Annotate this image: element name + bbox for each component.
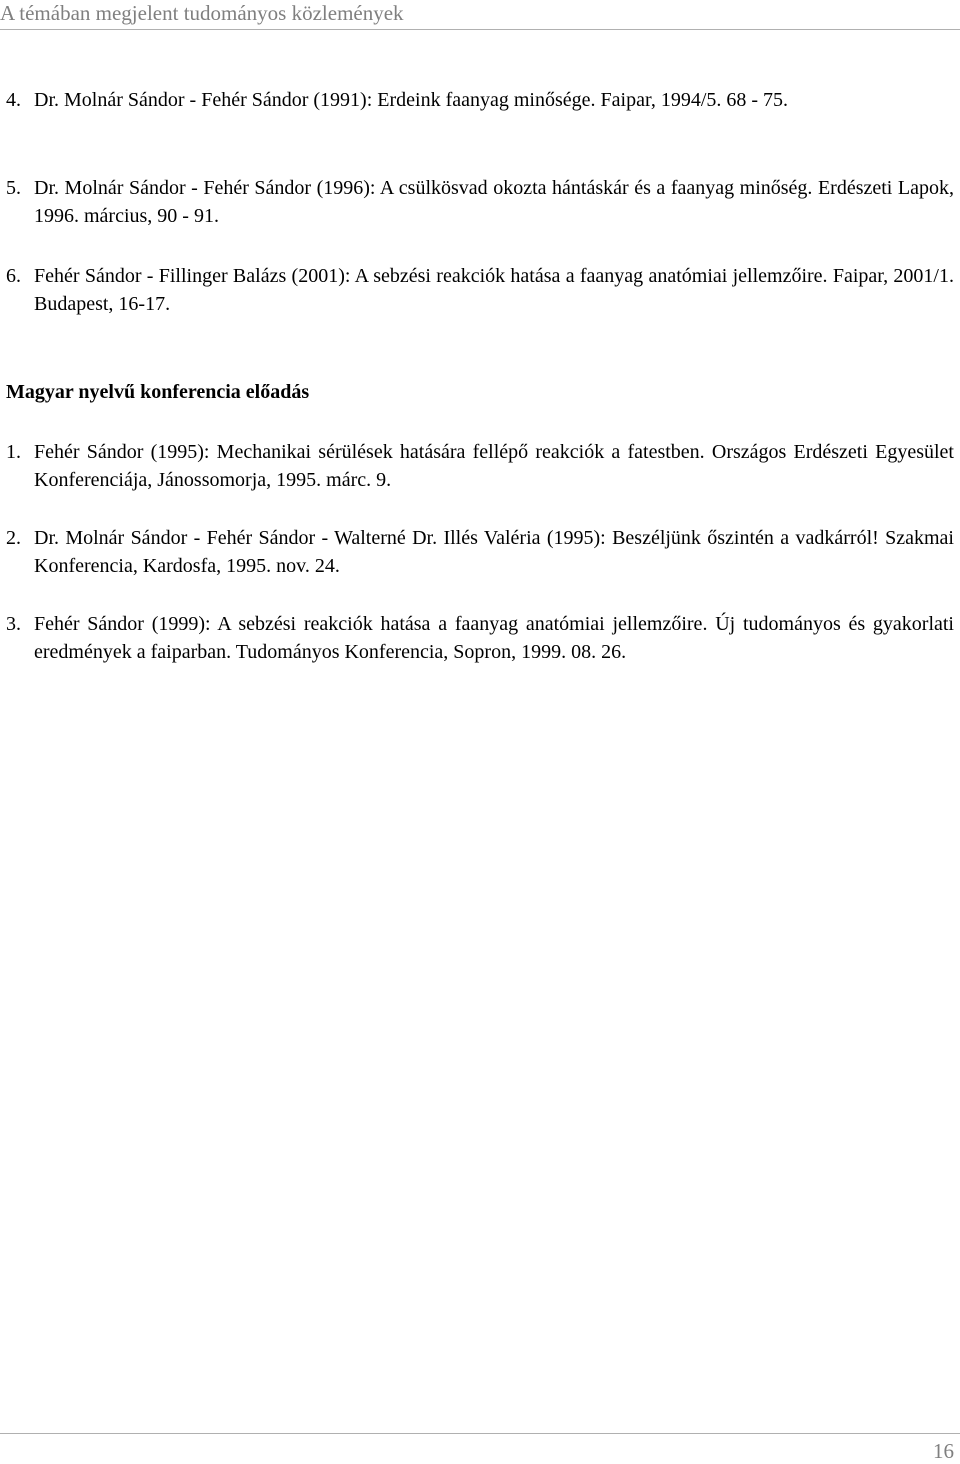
reference-item [6, 438, 954, 494]
reference-item [6, 262, 954, 318]
reference-number: 2. [6, 527, 21, 549]
reference-item [6, 174, 954, 230]
header-divider [0, 29, 960, 30]
reference-text: Fehér Sándor (1999): A sebzési reakciók hatása a faanyag anatómiai jellemzőire. Új tudományos és gyakorlati eredmények a faiparban. Tudományos Konferencia, Sopron, 1999. 08. 26. [34, 613, 954, 663]
running-header: A témában megjelent tudományos közlemények [0, 1, 404, 25]
reference-text: Dr. Molnár Sándor - Fehér Sándor (1991): Erdeink faanyag minősége. Faipar, 1994/5. 68 - 75. [34, 89, 789, 111]
reference-number: 1. [6, 441, 21, 463]
page-number: 16 [933, 1439, 954, 1463]
footer-divider [0, 1433, 960, 1434]
section-heading: Magyar nyelvű konferencia előadás [6, 381, 310, 403]
reference-number: 6. [6, 265, 21, 287]
reference-text: Fehér Sándor - Fillinger Balázs (2001): A sebzési reakciók hatása a faanyag anatómiai jellemzőire. Faipar, 2001/1. Budapest, 16-17. [34, 265, 954, 315]
reference-number: 5. [6, 177, 21, 199]
reference-text: Dr. Molnár Sándor - Fehér Sándor (1996): A csülkösvad okozta hántáskár és a faanyag minőség. Erdészeti Lapok, 1996. március, 90 - 91. [34, 177, 954, 227]
reference-item [6, 86, 954, 114]
reference-item [6, 610, 954, 666]
reference-text: Fehér Sándor (1995): Mechanikai sérülések hatására fellépő reakciók a fatestben. Országos Erdészeti Egyesület Konferenciája, Jánossomorja, 1995. márc. 9. [34, 441, 954, 491]
reference-number: 3. [6, 613, 21, 635]
reference-number: 4. [6, 89, 21, 111]
reference-text: Dr. Molnár Sándor - Fehér Sándor - Walterné Dr. Illés Valéria (1995): Beszéljünk őszintén a vadkárról! Szakmai Konferencia, Kardosfa, 1995. nov. 24. [34, 527, 954, 577]
reference-item [6, 524, 954, 580]
